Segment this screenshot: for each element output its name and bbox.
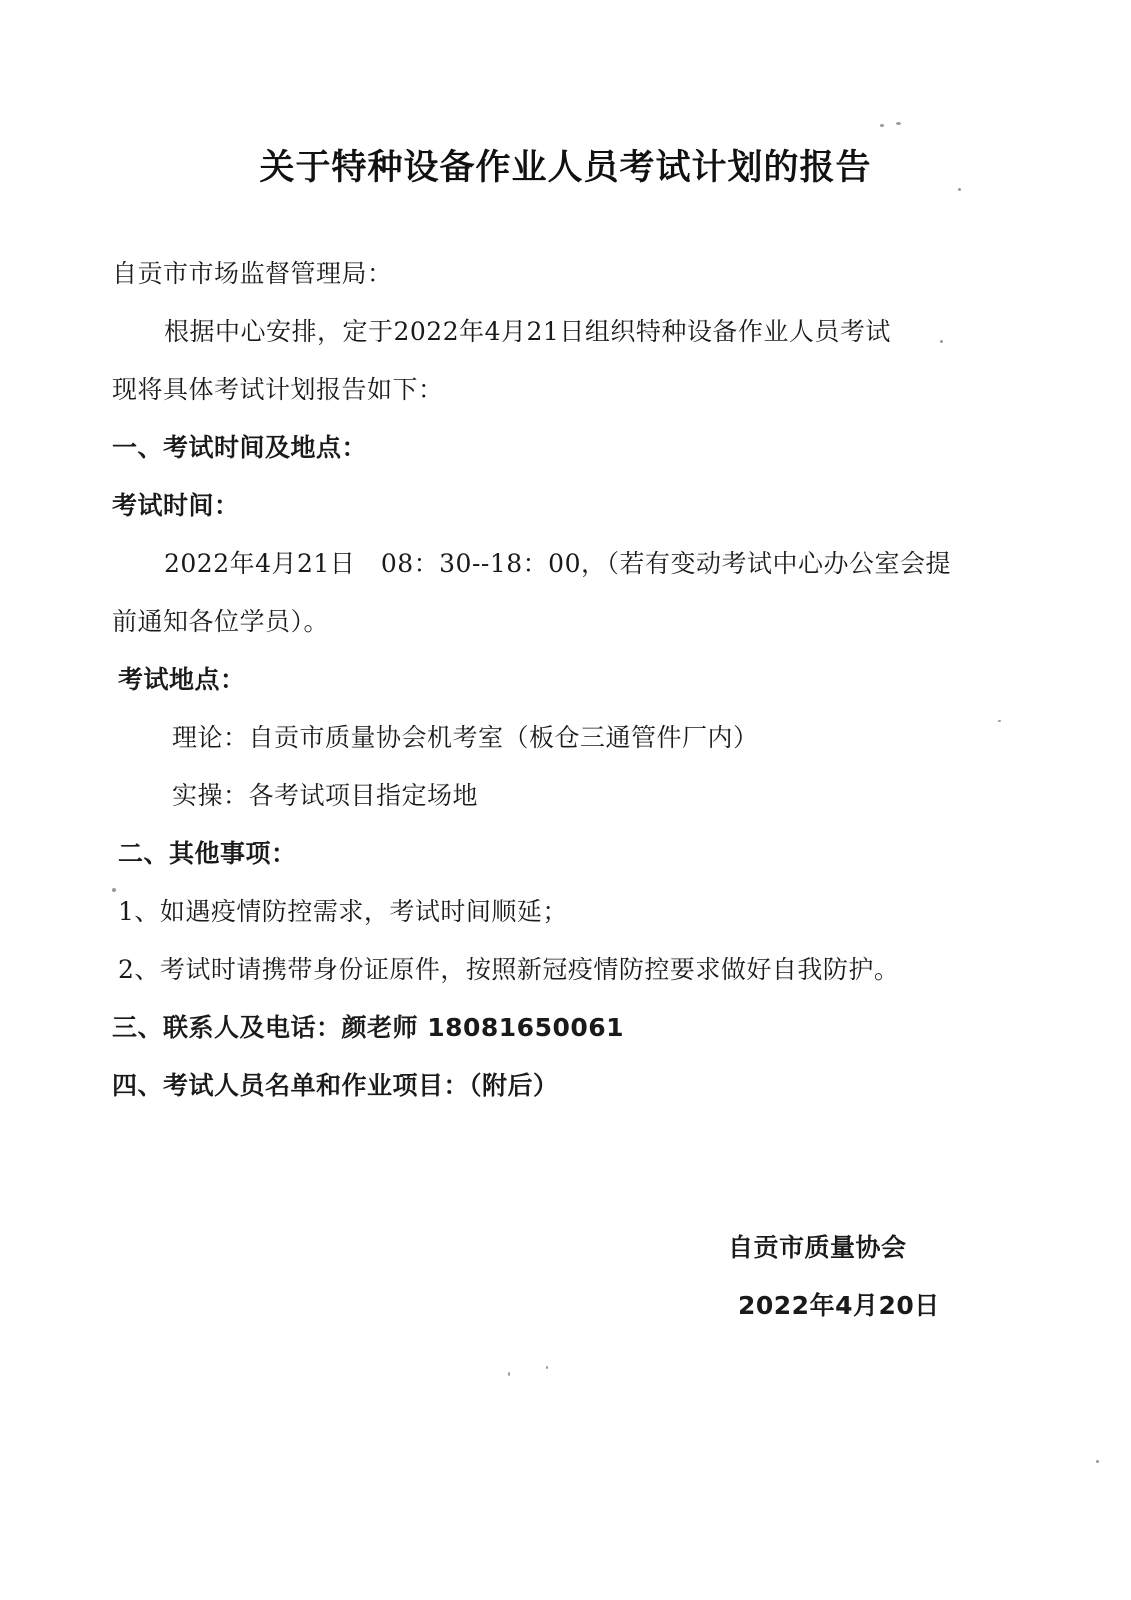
scan-speck [880,124,884,127]
scan-speck [940,340,943,343]
exam-time-line-1: 2022年4月21日 08：30--18：00，（若有变动考试中心办公室会提 [164,549,951,578]
document-title: 关于特种设备作业人员考试计划的报告 [259,148,872,188]
intro-paragraph-line-2: 现将具体考试计划报告如下： [112,375,444,404]
section-1-heading: 一、考试时间及地点： [112,433,368,462]
signature-date: 2022年4月20日 [738,1291,940,1320]
scan-speck [958,188,961,191]
intro-paragraph-line-1: 根据中心安排，定于2022年4月21日组织特种设备作业人员考试 [164,317,891,346]
other-matters-item-1: 1、如遇疫情防控需求，考试时间顺延； [118,897,568,926]
section-4-heading: 四、考试人员名单和作业项目：（附后） [112,1071,559,1100]
scan-speck [896,122,901,125]
scan-speck [112,888,116,892]
scan-speck [546,1366,548,1369]
exam-place-theory: 理论：自贡市质量协会机考室（板仓三通管件厂内） [172,723,759,752]
section-2-heading: 二、其他事项： [118,839,297,868]
exam-time-line-2: 前通知各位学员）。 [112,607,330,636]
scan-speck [1096,1460,1099,1463]
signature-organization: 自贡市质量协会 [728,1233,907,1262]
scan-speck [508,1372,510,1376]
exam-time-label: 考试时间： [112,491,240,520]
section-3-heading: 三、联系人及电话：颜老师 18081650061 [112,1013,625,1042]
addressee: 自贡市市场监督管理局： [112,259,393,288]
exam-place-label: 考试地点： [118,665,246,694]
exam-place-practice: 实操：各考试项目指定场地 [172,781,479,810]
other-matters-item-2: 2、考试时请携带身份证原件，按照新冠疫情防控要求做好自我防护。 [118,955,900,984]
scan-speck [998,720,1001,722]
